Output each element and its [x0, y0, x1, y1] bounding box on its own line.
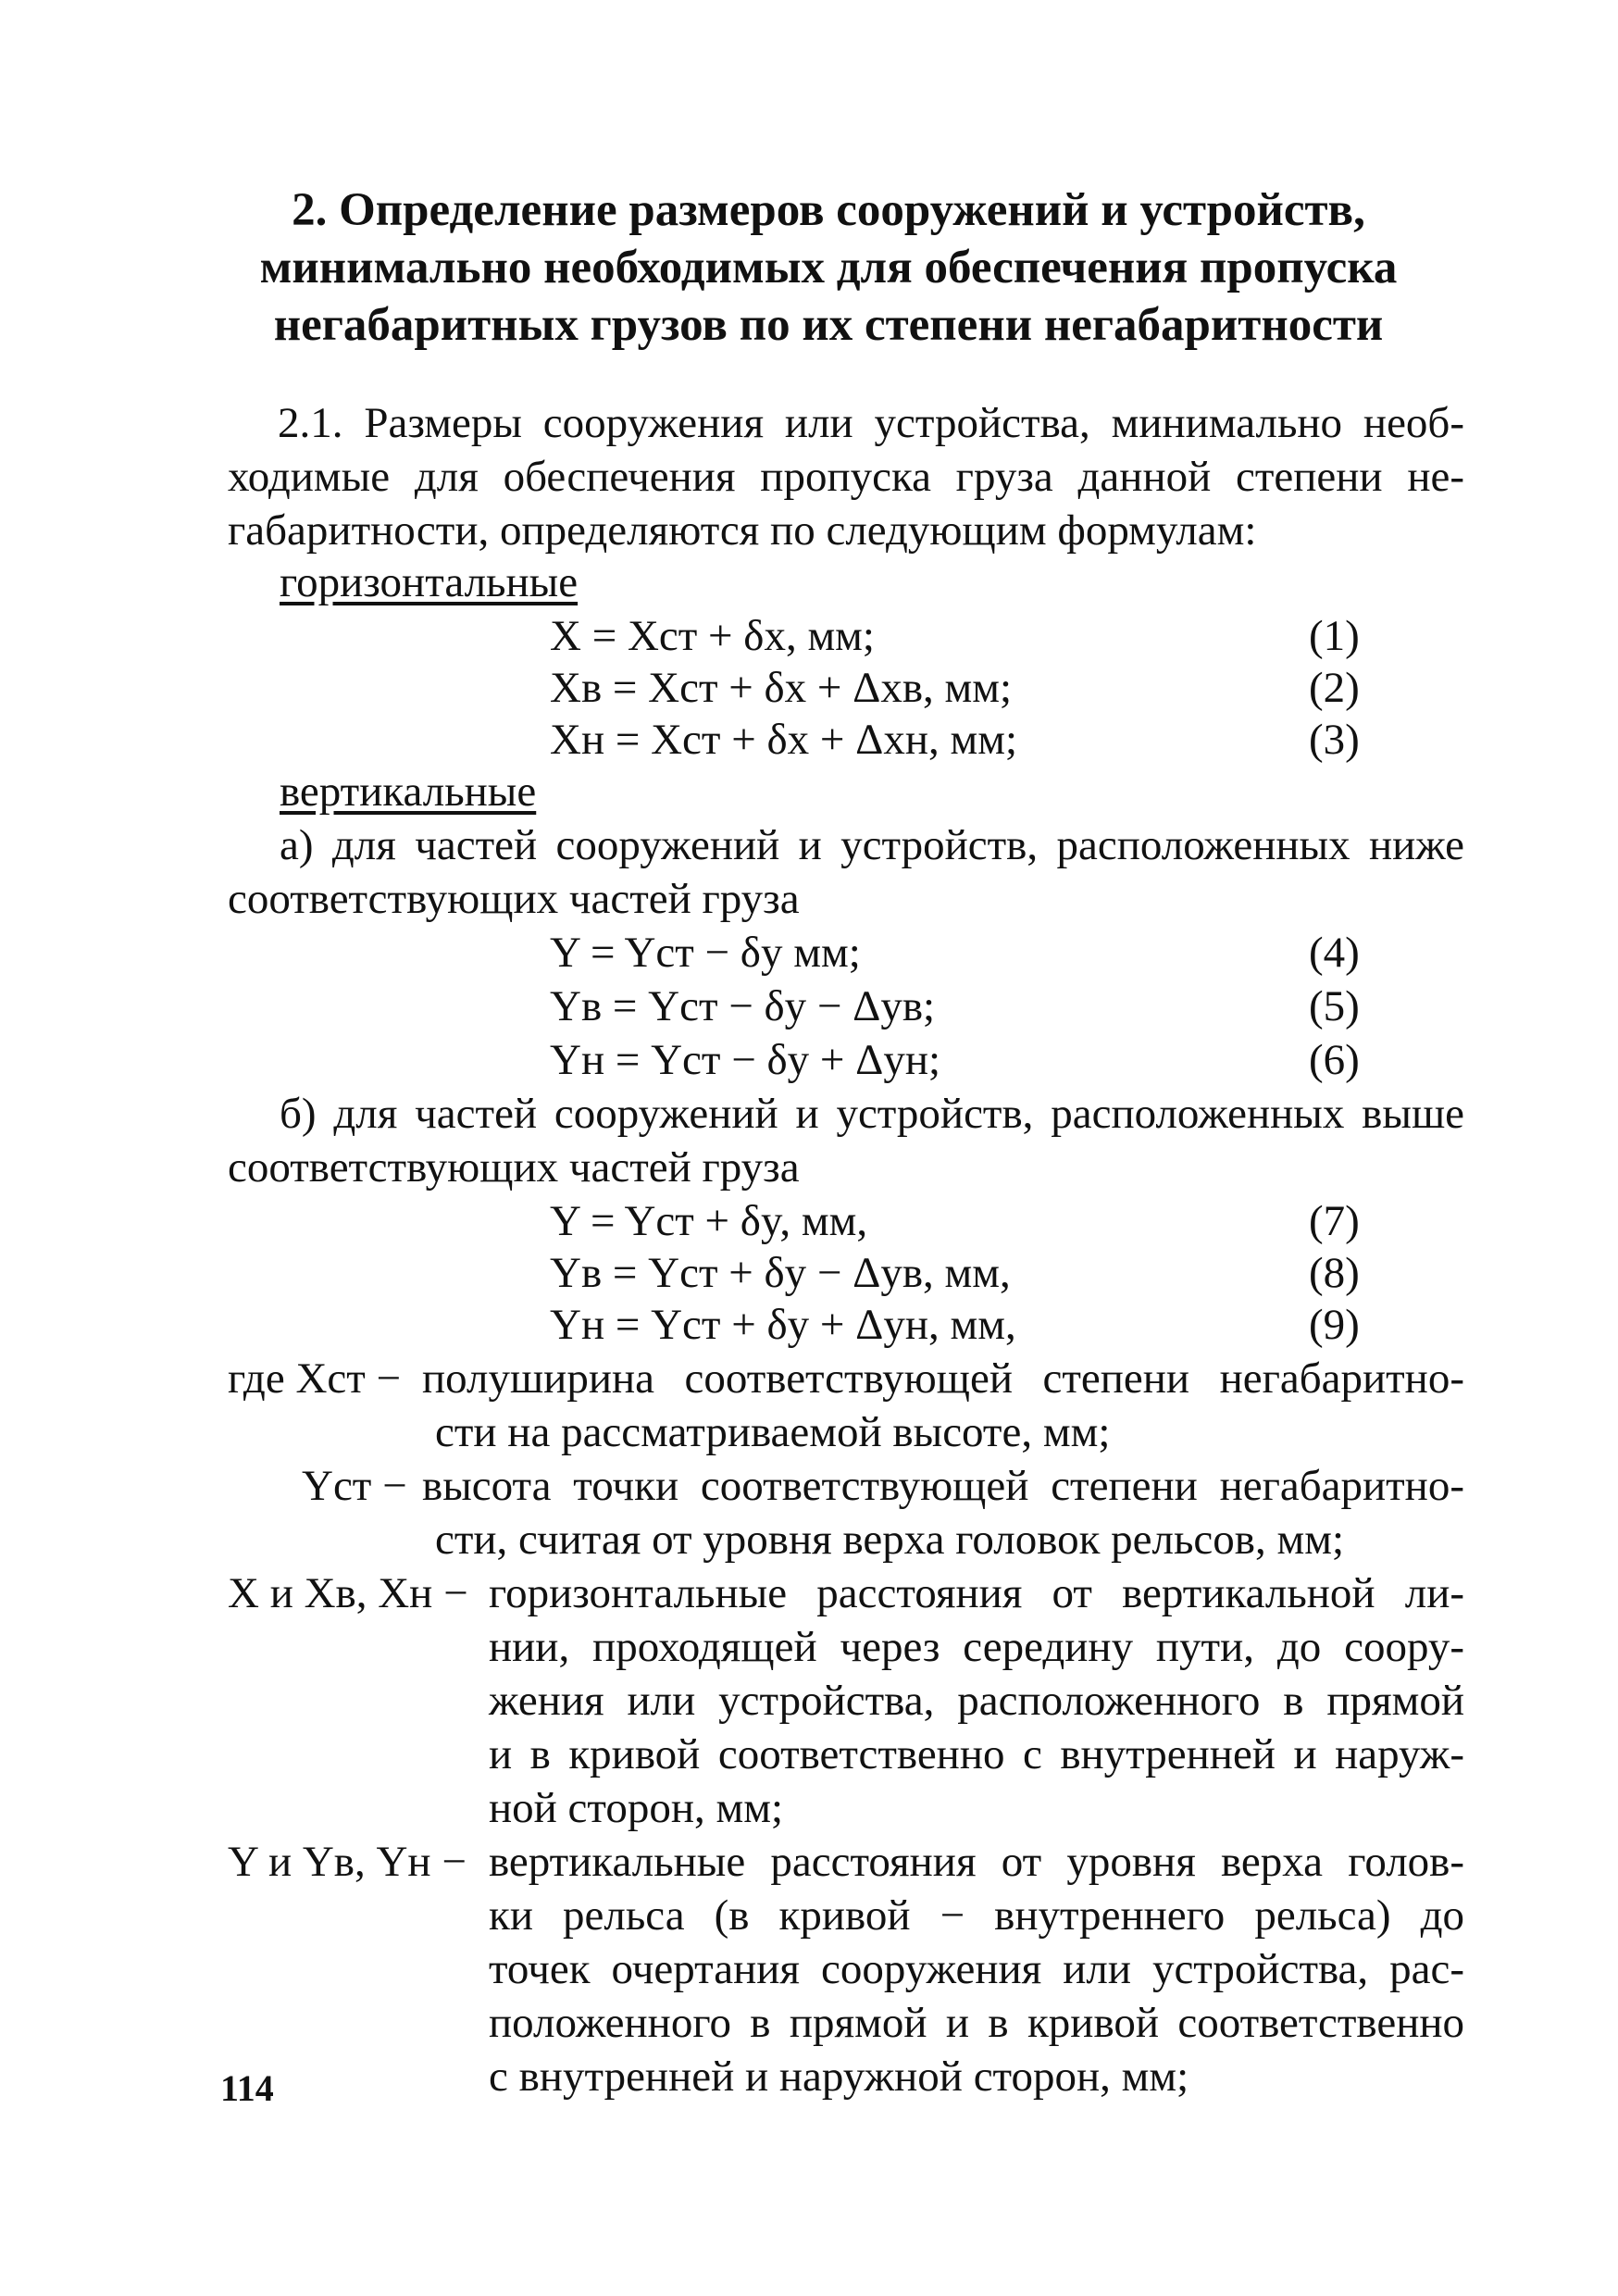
definition-term: где Xст −	[228, 1354, 402, 1403]
formula-6: Yн = Yст − δy + Δyн;	[550, 1036, 941, 1084]
formula-number-1: (1)	[1309, 612, 1360, 660]
formula-number-2: (2)	[1309, 664, 1360, 712]
formula-5: Yв = Yст − δy − Δyв;	[550, 982, 936, 1030]
case-a-line: соответствующих частей груза	[228, 875, 800, 923]
formula-2: Xв = Xст + δx + Δxв, мм;	[550, 664, 1013, 712]
intro-line: 2.1. Размеры сооружения или устройства, минимально необ-	[278, 399, 1464, 447]
formula-9: Yн = Yст + δy + Δyн, мм,	[550, 1301, 1016, 1349]
definition-line: горизонтальные расстояния от вертикальной ли-	[489, 1569, 1464, 1617]
heading-line: негабаритных грузов по их степени негабаритности	[273, 299, 1384, 351]
page-number: 114	[220, 2067, 274, 2109]
definition-line: и в кривой соответственно с внутренней и наруж-	[489, 1730, 1464, 1778]
definition-line: сти на рассматриваемой высоте, мм;	[435, 1408, 1111, 1456]
formula-number-8: (8)	[1309, 1249, 1360, 1297]
definition-line: жения или устройства, расположенного в прямой	[489, 1677, 1464, 1725]
definition-line: ки рельса (в кривой − внутреннего рельса) до	[489, 1891, 1464, 1940]
vertical-label: вертикальные	[280, 767, 537, 816]
definition-term: Y и Yв, Yн −	[228, 1838, 467, 1886]
formula-number-3: (3)	[1309, 716, 1360, 764]
definition-text	[489, 1835, 1464, 2103]
formula-number-9: (9)	[1309, 1301, 1360, 1349]
definition-text	[489, 1566, 1464, 1835]
definition-term: Yст −	[302, 1462, 407, 1510]
definition-line: ной сторон, мм;	[489, 1784, 784, 1832]
definition-term: X и Xв, Xн −	[228, 1569, 468, 1617]
formula-8: Yв = Yст + δy − Δyв, мм,	[550, 1249, 1011, 1297]
definition-line: положенного в прямой и в кривой соответственно	[489, 1999, 1464, 2047]
case-b-line: б) для частей сооружений и устройств, расположенных выше	[280, 1090, 1464, 1138]
definition-line: вертикальные расстояния от уровня верха голов-	[489, 1838, 1464, 1886]
formula-number-6: (6)	[1309, 1036, 1360, 1084]
definition-line: точек очертания сооружения или устройства, рас-	[489, 1945, 1464, 1993]
horizontal-label: горизонтальные	[280, 558, 579, 606]
formula-7: Y = Yст + δy, мм,	[550, 1197, 868, 1245]
intro-line: габаритности, определяются по следующим формулам:	[228, 506, 1257, 555]
section-heading	[213, 181, 1444, 354]
formula-1: X = Xст + δx, мм;	[550, 612, 875, 660]
heading-line: 2. Определение размеров сооружений и устройств,	[292, 184, 1365, 236]
definition-line: сти, считая от уровня верха головок рельсов, мм;	[435, 1516, 1344, 1564]
definition-line: с внутренней и наружной сторон, мм;	[489, 2053, 1189, 2101]
definition-text	[422, 1459, 1464, 1566]
intro-line: ходимые для обеспечения пропуска груза данной степени не-	[228, 453, 1464, 501]
case-b-line: соответствующих частей груза	[228, 1143, 800, 1192]
heading-line: минимально необходимых для обеспечения пропуска	[259, 242, 1398, 293]
definition-line: нии, проходящей через середину пути, до соору-	[489, 1623, 1464, 1671]
formula-3: Xн = Xст + δx + Δxн, мм;	[550, 716, 1018, 764]
formula-number-5: (5)	[1309, 982, 1360, 1030]
case-a-line: а) для частей сооружений и устройств, расположенных ниже	[280, 821, 1464, 869]
formula-number-7: (7)	[1309, 1197, 1360, 1245]
definition-text	[422, 1352, 1464, 1459]
definition-line: полуширина соответствующей степени негабаритно-	[422, 1354, 1464, 1403]
formula-number-4: (4)	[1309, 929, 1360, 977]
formula-4: Y = Yст − δy мм;	[550, 929, 861, 977]
definition-line: высота точки соответствующей степени негабаритно-	[422, 1462, 1464, 1510]
